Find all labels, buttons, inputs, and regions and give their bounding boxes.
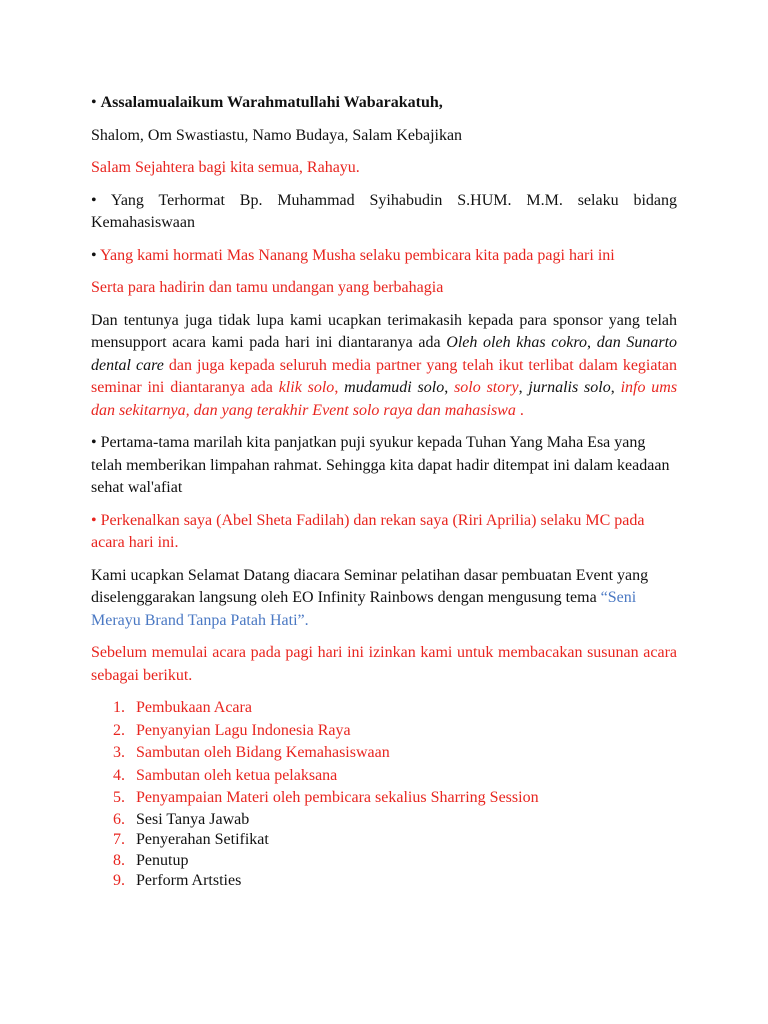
agenda-list-continued <box>91 810 677 892</box>
document-body <box>91 92 677 892</box>
list-item: 9. Perform Artsties <box>113 872 242 889</box>
greeting-salam <box>91 92 677 115</box>
sponsor-paragraph: Dan tentunya juga tidak lupa kami ucapkan terimakasih kepada para sponsor yang telah mensupport acara kami pada hari ini diantaranya ada Oleh oleh khas cokro, dan Sunarto dental care dan juga kepada seluruh media partner yang telah ikut terlibat dalam kegiatan seminar ini diantaranya ada klik solo, mudamudi solo, solo story, jurnalis solo, info ums dan sekitarnya, dan yang terakhir Event solo raya dan mahasiswa . <box>91 311 678 419</box>
media-partner-name: mudamudi solo <box>344 379 445 396</box>
speaker-paragraph <box>91 245 677 268</box>
bullet: • <box>91 94 101 111</box>
list-item: 6. Sesi Tanya Jawab <box>113 810 250 828</box>
honored-guest-paragraph: • Yang Terhormat Bp. Muhammad Syihabudin S.HUM. M.M. selaku bidang Kemahasiswaan <box>91 191 677 231</box>
sponsor-name: dan Sunarto dental care <box>91 334 678 374</box>
media-partner-name: info ums dan sekitarnya, dan yang terakhir Event solo raya dan mahasiswa <box>91 379 678 419</box>
media-partner-name: solo story <box>454 379 519 396</box>
greeting-text: Assalamualaikum Warahmatullahi Wabarakatuh, <box>100 94 443 111</box>
list-item: 3. Sambutan oleh Bidang Kemahasiswaan <box>113 744 390 761</box>
gratitude-paragraph: • Pertama-tama marilah kita panjatkan puji syukur kepada Tuhan Yang Maha Esa yang telah memberikan limpahan rahmat. Sehingga kita dapat hadir ditempat ini dalam keadaan sehat wal'afiat <box>91 434 670 496</box>
agenda-intro-paragraph: Sebelum memulai acara pada pagi hari ini izinkan kami untuk membacakan susunan acara sebagai berikut. <box>91 644 677 684</box>
agenda-list <box>91 697 677 810</box>
welcome-paragraph: Kami ucapkan Selamat Datang diacara Seminar pelatihan dasar pembuatan Event yang diselenggarakan langsung oleh EO Infinity Rainbows dengan mengusung tema “Seni Merayu Brand Tanpa Patah Hati”. <box>91 566 649 629</box>
mc-intro-paragraph <box>91 510 677 555</box>
list-item: 2. Penyanyian Lagu Indonesia Raya <box>113 721 351 739</box>
list-item: 1. Pembukaan Acara <box>113 699 252 716</box>
list-item: 5. Penyampaian Materi oleh pembicara sekalius Sharring Session <box>113 789 539 806</box>
greeting-interfaith: Shalom, Om Swastiastu, Namo Budaya, Salam Kebajikan <box>91 126 463 144</box>
bullet: • <box>91 511 101 529</box>
audience-paragraph: Serta para hadirin dan tamu undangan yang berbahagia <box>91 279 444 296</box>
list-item: 8. Penutup <box>113 851 189 869</box>
media-partner-name: jurnalis solo <box>528 379 611 396</box>
sponsor-name: Oleh oleh khas cokro <box>446 334 588 351</box>
list-item: 7. Penyerahan Setifikat <box>113 831 269 848</box>
bullet: • <box>91 246 101 264</box>
media-partner-name: klik solo <box>278 379 335 396</box>
event-theme: “Seni Merayu Brand Tanpa Patah Hati”. <box>91 589 637 629</box>
mc-intro-text: Perkenalkan saya (Abel Sheta Fadilah) dan rekan saya (Riri Aprilia) selaku MC pada acara hari ini. <box>91 511 645 551</box>
speaker-text: Yang kami hormati Mas Nanang Musha selaku pembicara kita pada pagi hari ini <box>100 246 615 264</box>
greeting-sejahtera: Salam Sejahtera bagi kita semua, Rahayu. <box>91 159 360 176</box>
list-item: 4. Sambutan oleh ketua pelaksana <box>113 766 338 784</box>
